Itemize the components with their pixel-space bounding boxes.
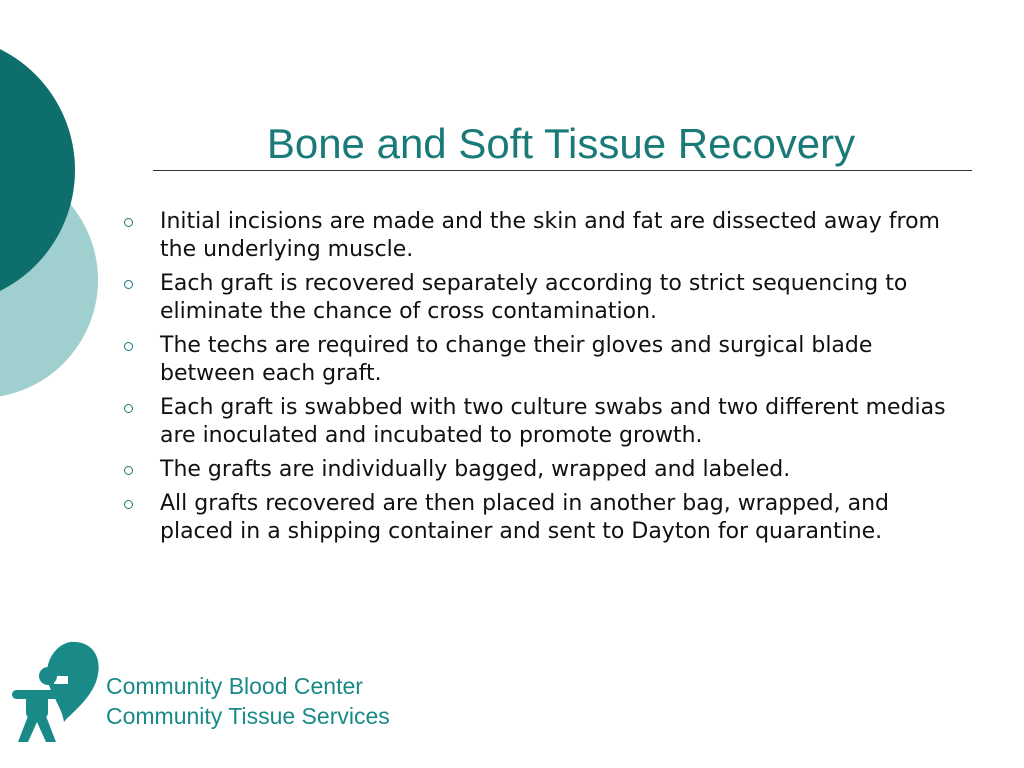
bullet-item (118, 208, 948, 264)
footer-organization (106, 671, 390, 731)
bullet-item (118, 490, 948, 546)
bullet-text: All grafts recovered are then placed in another bag, wrapped, and placed in a shipping container and sent to Dayton for quarantine. (160, 491, 890, 544)
community-blood-center-logo-icon (8, 638, 104, 746)
bullet-item (118, 456, 948, 484)
slide-title: Bone and Soft Tissue Recovery (266, 120, 856, 167)
bullet-item (118, 394, 948, 450)
bullet-text: The grafts are individually bagged, wrapped and labeled. (160, 457, 791, 482)
bullet-list (118, 208, 948, 552)
hollow-circle-icon (124, 218, 133, 227)
bullet-text: Each graft is recovered separately according to strict sequencing to eliminate the chance of cross contamination. (160, 271, 908, 324)
title-underline (153, 170, 972, 171)
hollow-circle-icon (124, 466, 133, 475)
hollow-circle-icon (124, 280, 133, 289)
bullet-text: Initial incisions are made and the skin and fat are dissected away from the underlying muscle. (160, 209, 940, 262)
hollow-circle-icon (124, 404, 133, 413)
hollow-circle-icon (124, 342, 133, 351)
bullet-text: The techs are required to change their gloves and surgical blade between each graft. (160, 333, 873, 386)
hollow-circle-icon (124, 500, 133, 509)
footer-line-blood-center: Community Blood Center (106, 673, 363, 699)
bullet-text: Each graft is swabbed with two culture swabs and two different medias are inoculated and incubated to promote growth. (160, 395, 946, 448)
bullet-item (118, 332, 948, 388)
footer-line-tissue-services: Community Tissue Services (106, 703, 390, 729)
bullet-item (118, 270, 948, 326)
